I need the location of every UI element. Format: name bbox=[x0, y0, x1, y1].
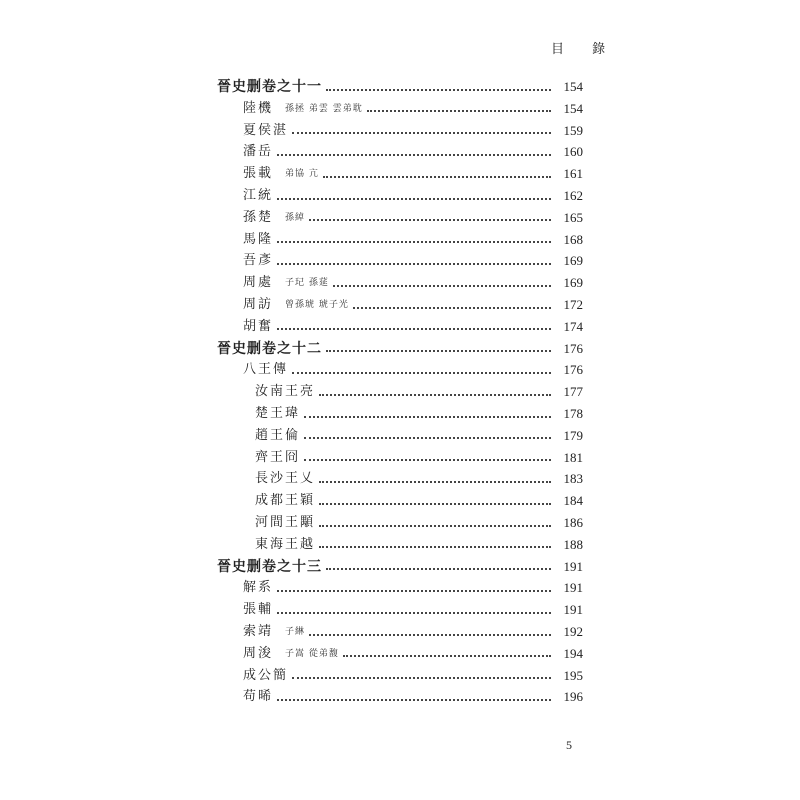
toc-entry-row bbox=[255, 403, 583, 425]
toc-entry-title: 孫楚 bbox=[243, 209, 274, 225]
toc-entry-page: 195 bbox=[563, 667, 583, 683]
toc-entry-title: 苟晞 bbox=[243, 689, 274, 705]
toc-entry-row bbox=[243, 643, 583, 665]
toc-entry-row bbox=[255, 490, 583, 512]
toc-entry-page: 183 bbox=[563, 471, 583, 487]
toc-entry-page: 172 bbox=[563, 297, 583, 312]
dot-leader bbox=[277, 589, 551, 592]
toc-volume-row bbox=[217, 556, 583, 578]
toc-entry-row bbox=[243, 229, 583, 251]
toc-entry-row bbox=[255, 425, 583, 447]
toc-entry-note: 子綝 bbox=[285, 627, 306, 637]
toc-entry-page: 154 bbox=[563, 79, 583, 94]
toc-entry-title: 成都王穎 bbox=[255, 493, 316, 509]
toc-entry-page: 191 bbox=[563, 580, 583, 596]
dot-leader bbox=[367, 109, 551, 112]
toc-volume-row bbox=[217, 76, 583, 98]
dot-leader bbox=[333, 284, 551, 287]
toc-entry-row bbox=[243, 577, 583, 599]
dot-leader bbox=[304, 458, 551, 461]
dot-leader bbox=[323, 175, 551, 178]
toc-entry-title: 周訪 bbox=[243, 297, 274, 312]
toc-entry-title: 馬隆 bbox=[243, 231, 274, 247]
toc-entry-title: 晉史删卷之十三 bbox=[217, 558, 322, 575]
toc-entry-row bbox=[243, 141, 583, 163]
dot-leader bbox=[277, 611, 551, 614]
dot-leader bbox=[309, 218, 551, 221]
toc-entry-row bbox=[243, 359, 583, 381]
toc-entry-row bbox=[243, 621, 583, 643]
toc-entry-row bbox=[243, 599, 583, 621]
dot-leader bbox=[292, 371, 551, 374]
toc-entry-page: 168 bbox=[563, 231, 583, 247]
toc-entry-row bbox=[243, 272, 583, 294]
toc-entry-page: 176 bbox=[563, 362, 583, 378]
toc-entry-title: 齊王冏 bbox=[255, 449, 301, 465]
toc-entry-page: 196 bbox=[563, 689, 583, 705]
toc-entry-title: 周處 bbox=[243, 275, 274, 291]
toc-entry-page: 169 bbox=[563, 253, 583, 269]
dot-leader bbox=[319, 545, 551, 548]
toc-entry-page: 162 bbox=[563, 188, 583, 203]
toc-entry-row bbox=[255, 468, 583, 490]
toc-entry-page: 160 bbox=[563, 144, 583, 160]
toc-entry-title: 汝南王亮 bbox=[255, 384, 316, 400]
toc-entry-title: 張載 bbox=[243, 166, 274, 182]
dot-leader bbox=[277, 240, 551, 243]
toc-entry-row bbox=[243, 665, 583, 687]
toc-entry-page: 178 bbox=[563, 406, 583, 421]
dot-leader bbox=[326, 567, 551, 570]
toc-entry-row bbox=[243, 294, 583, 316]
dot-leader bbox=[326, 88, 551, 91]
toc-entry-title: 成公簡 bbox=[243, 667, 289, 683]
toc-entry-title: 河間王顒 bbox=[255, 515, 316, 530]
toc-entry-page: 174 bbox=[563, 318, 583, 334]
toc-entry-page: 179 bbox=[563, 427, 583, 443]
toc-entry-title: 張輔 bbox=[243, 602, 274, 618]
toc-entry-row bbox=[255, 381, 583, 403]
dot-leader bbox=[277, 153, 551, 156]
page-number: 5 bbox=[566, 738, 572, 752]
dot-leader bbox=[277, 698, 551, 701]
dot-leader bbox=[326, 349, 551, 352]
toc-volume-row bbox=[217, 338, 583, 360]
toc-entry-title: 解系 bbox=[243, 580, 274, 596]
toc-entry-note: 子玘 孫莚 bbox=[285, 278, 329, 289]
toc-entry-title: 長沙王乂 bbox=[255, 471, 316, 487]
toc-entry-title: 楚王瑋 bbox=[255, 406, 301, 421]
toc-entry-row bbox=[243, 207, 583, 229]
toc-entry-note: 曾孫琥 琥子光 bbox=[285, 300, 349, 310]
toc-entry-page: 194 bbox=[563, 645, 583, 661]
toc-entry-note: 孫拯 弟雲 雲弟耽 bbox=[285, 103, 363, 114]
toc-entry-row bbox=[243, 316, 583, 338]
toc-entry-title: 江統 bbox=[243, 188, 274, 203]
dot-leader bbox=[277, 197, 551, 200]
toc-entry-row bbox=[255, 534, 583, 556]
toc-entry-title: 潘岳 bbox=[243, 144, 274, 160]
toc-entry-title: 周浚 bbox=[243, 645, 274, 661]
toc-entry-page: 154 bbox=[563, 100, 583, 116]
toc-entry-title: 東海王越 bbox=[255, 536, 316, 552]
toc-entry-page: 177 bbox=[563, 384, 583, 400]
dot-leader bbox=[319, 393, 551, 396]
toc-entry-title: 夏侯湛 bbox=[243, 122, 289, 138]
toc-entry-note: 子嵩 從弟馥 bbox=[285, 648, 339, 659]
toc-entry-page: 165 bbox=[563, 209, 583, 225]
dot-leader bbox=[304, 436, 551, 439]
dot-leader bbox=[319, 524, 551, 527]
toc-entry-page: 191 bbox=[563, 602, 583, 618]
toc-header: 目 錄 bbox=[551, 42, 618, 57]
toc-entry-page: 184 bbox=[563, 493, 583, 509]
dot-leader bbox=[277, 262, 551, 265]
toc-entry-title: 吾彥 bbox=[243, 253, 274, 269]
dot-leader bbox=[343, 654, 551, 657]
dot-leader bbox=[292, 131, 551, 134]
dot-leader bbox=[304, 415, 551, 418]
toc-entry-page: 191 bbox=[563, 558, 583, 574]
toc-entry-title: 索靖 bbox=[243, 624, 274, 639]
toc-entry-row bbox=[243, 120, 583, 142]
dot-leader bbox=[277, 327, 551, 330]
toc-entry-row bbox=[255, 447, 583, 469]
toc-entry-title: 晉史删卷之十二 bbox=[217, 340, 322, 357]
dot-leader bbox=[353, 306, 551, 309]
toc-entry-title: 八王傳 bbox=[243, 362, 289, 378]
toc-entry-row bbox=[243, 250, 583, 272]
toc-entry-page: 159 bbox=[563, 122, 583, 138]
toc-entry-row bbox=[243, 98, 583, 120]
toc-entry-title: 晉史删卷之十一 bbox=[217, 79, 322, 95]
toc-entry-page: 188 bbox=[563, 536, 583, 552]
toc-entry-row bbox=[243, 163, 583, 185]
dot-leader bbox=[319, 480, 551, 483]
toc-entry-note: 孫綽 bbox=[285, 212, 306, 223]
toc-entry-page: 169 bbox=[563, 275, 583, 291]
toc-entry-page: 181 bbox=[563, 449, 583, 465]
toc-entry-title: 胡奮 bbox=[243, 318, 274, 334]
dot-leader bbox=[309, 633, 551, 636]
dot-leader bbox=[319, 502, 551, 505]
toc-entry-page: 186 bbox=[563, 515, 583, 530]
toc-entry-row bbox=[255, 512, 583, 534]
toc-entry-title: 陸機 bbox=[243, 100, 274, 116]
toc-entry-title: 趙王倫 bbox=[255, 427, 301, 443]
toc-entry-page: 176 bbox=[563, 340, 583, 356]
toc-entry-row bbox=[243, 686, 583, 708]
toc-entry-page: 192 bbox=[563, 624, 583, 639]
toc-entry-page: 161 bbox=[563, 166, 583, 182]
toc-entry-note: 弟協 亢 bbox=[285, 169, 319, 180]
toc-entry-row bbox=[243, 185, 583, 207]
dot-leader bbox=[292, 676, 551, 679]
